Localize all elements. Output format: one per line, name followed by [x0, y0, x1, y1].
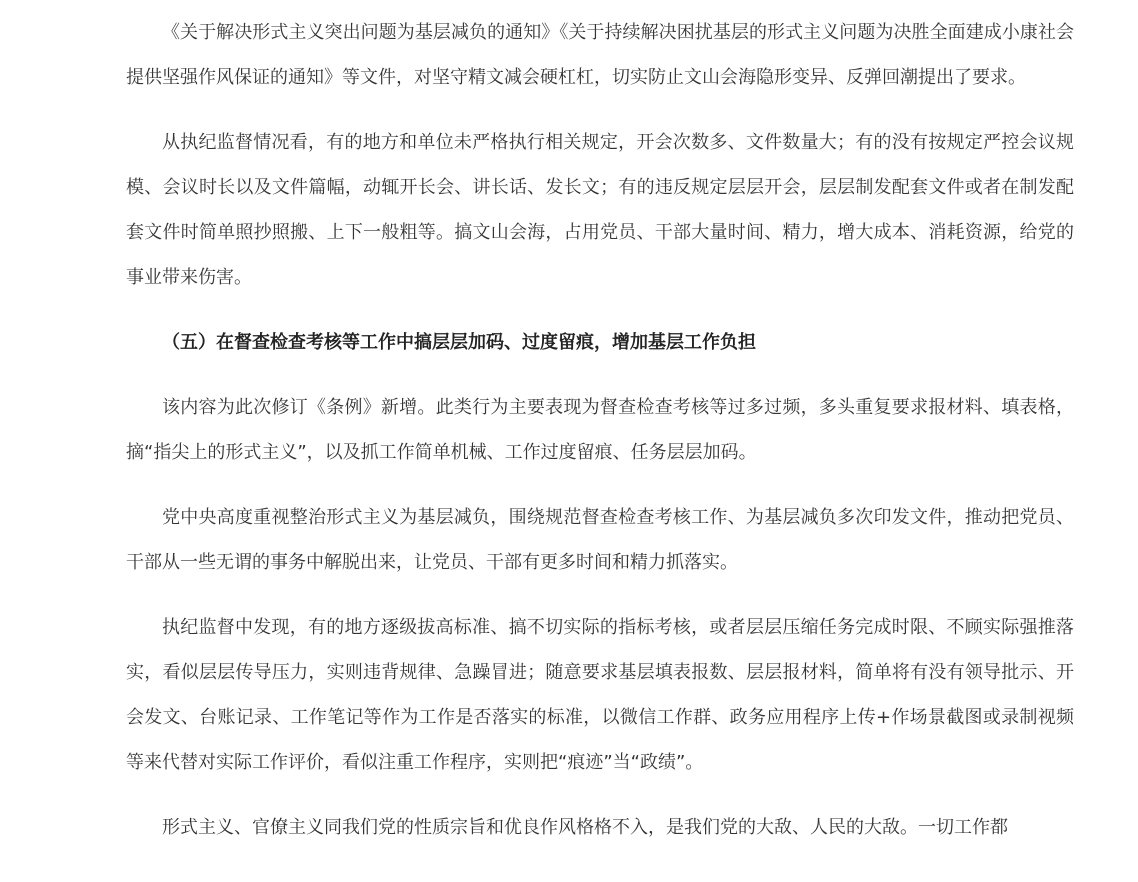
- section-heading: （五）在督查检查考核等工作中搞层层加码、过度留痕，增加基层工作负担: [162, 332, 756, 353]
- article-body: [126, 10, 1074, 870]
- paragraph: 从执纪监督情况看，有的地方和单位未严格执行相关规定，开会次数多、文件数量大；有的没有按规定严控会议规模、会议时长以及文件篇幅，动辄开长会、讲长话、发长文；有的违反规定层层开会，层层制发配套文件或者在制发配套文件时简单照抄照搬、上下一般粗等。搞文山会海，占用党员、干部大量时间、精力，增大成本、消耗资源，给党的事业带来伤害。: [126, 132, 1074, 288]
- paragraph: 形式主义、官僚主义同我们党的性质宗旨和优良作风格格不入，是我们党的大敌、人民的大敌。一切工作都: [162, 817, 1008, 838]
- paragraph: 《关于解决形式主义突出问题为基层减负的通知》《关于持续解决困扰基层的形式主义问题为决胜全面建成小康社会提供坚强作风保证的通知》等文件，对坚守精文减会硬杠杠，切实防止文山会海隐形变异、反弹回潮提出了要求。: [126, 22, 1074, 88]
- paragraph: 执纪监督中发现，有的地方逐级拔高标准、搞不切实际的指标考核，或者层层压缩任务完成时限、不顾实际强推落实，看似层层传导压力，实则违背规律、急躁冒进；随意要求基层填表报数、层层报材料，简单将有没有领导批示、开会发文、台账记录、工作笔记等作为工作是否落实的标准，以微信工作群、政务应用程序上传+作场景截图或录制视频等来代替对实际工作评价，看似注重工作程序，实则把“痕迹”当“政绩”。: [126, 617, 1074, 773]
- paragraph: 该内容为此次修订《条例》新增。此类行为主要表现为督查检查考核等过多过频，多头重复要求报材料、填表格，摘“指尖上的形式主义”，以及抓工作简单机械、工作过度留痕、任务层层加码。: [126, 397, 1074, 463]
- paragraph: 党中央高度重视整治形式主义为基层减负，围绕规范督查检查考核工作、为基层减负多次印发文件，推动把党员、干部从一些无谓的事务中解脱出来，让党员、干部有更多时间和精力抓落实。: [126, 507, 1074, 573]
